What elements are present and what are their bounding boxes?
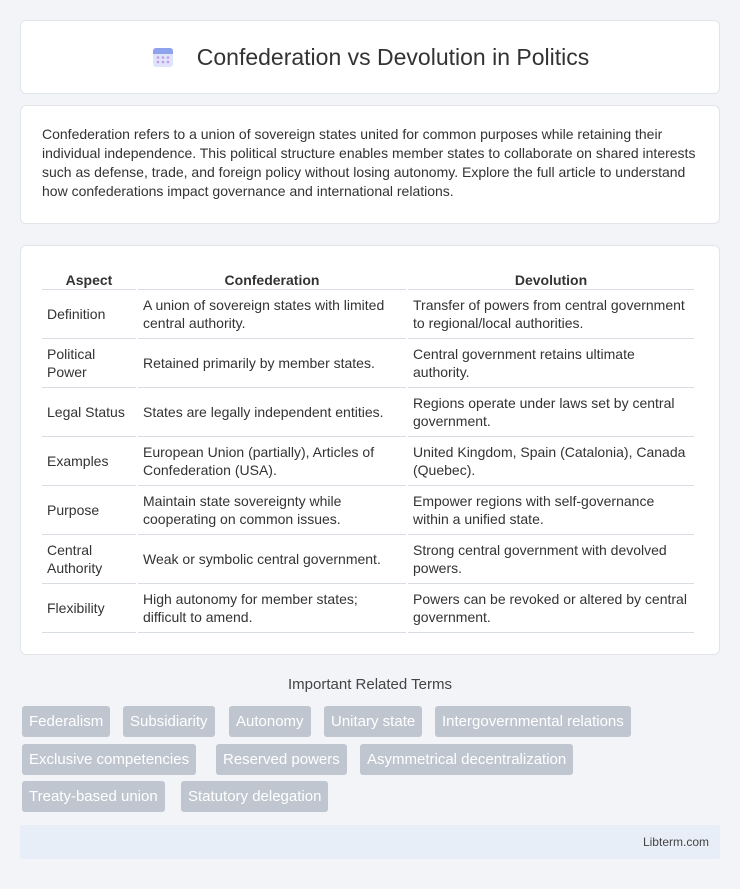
confederation-cell: States are legally independent entities. [138,388,406,437]
tag-statutory-delegation[interactable]: Statutory delegation [181,781,328,812]
tag-reserved-powers[interactable]: Reserved powers [216,744,347,775]
tag-autonomy[interactable]: Autonomy [229,706,311,737]
table-row [42,584,694,633]
tag-treaty-based-union[interactable]: Treaty-based union [22,781,165,812]
footer [20,825,720,859]
table-row [42,339,694,388]
calendar-icon [151,45,175,69]
devolution-cell: Central government retains ultimate authority. [408,339,694,388]
aspect-cell: Examples [42,437,136,486]
tag-intergovernmental-relations[interactable]: Intergovernmental relations [435,706,631,737]
tag-asymmetrical-decentralization[interactable]: Asymmetrical decentralization [360,744,573,775]
comparison-table-card [20,245,720,655]
devolution-cell: Regions operate under laws set by central government. [408,388,694,437]
confederation-cell: Retained primarily by member states. [138,339,406,388]
table-row [42,535,694,584]
related-terms-title: Important Related Terms [288,676,452,693]
header-aspect: Aspect [42,264,136,290]
tag-unitary-state[interactable]: Unitary state [324,706,422,737]
aspect-cell: Flexibility [42,584,136,633]
header-confederation: Confederation [138,264,406,290]
confederation-cell: High autonomy for member states; difficult to amend. [138,584,406,633]
description-text: Confederation refers to a union of sovereign states united for common purposes while retaining their individual independence. This political structure enables member states to collaborate on shared interests such as defense, trade, and foreign policy without losing autonomy. Explore the full article to understand how confederations impact governance and international relations. [42,126,696,199]
confederation-cell: Maintain state sovereignty while cooperating on common issues. [138,486,406,535]
comparison-table [40,264,696,633]
footer-site-link[interactable]: Libterm.com [642,835,709,849]
table-row [42,388,694,437]
header-devolution: Devolution [408,264,694,290]
confederation-cell: Weak or symbolic central government. [138,535,406,584]
table-row [42,486,694,535]
devolution-cell: Transfer of powers from central government to regional/local authorities. [408,290,694,339]
aspect-cell: Central Authority [42,535,136,584]
aspect-cell: Political Power [42,339,136,388]
tag-subsidiarity[interactable]: Subsidiarity [123,706,215,737]
confederation-cell: A union of sovereign states with limited central authority. [138,290,406,339]
devolution-cell: Empower regions with self-governance within a unified state. [408,486,694,535]
table-row [42,290,694,339]
confederation-cell: European Union (partially), Articles of Confederation (USA). [138,437,406,486]
aspect-cell: Legal Status [42,388,136,437]
devolution-cell: United Kingdom, Spain (Catalonia), Canada (Quebec). [408,437,694,486]
tag-exclusive-competencies[interactable]: Exclusive competencies [22,744,196,775]
title-card [20,20,720,94]
devolution-cell: Powers can be revoked or altered by central government. [408,584,694,633]
aspect-cell: Definition [42,290,136,339]
tag-federalism[interactable]: Federalism [22,706,110,737]
description-card [20,105,720,224]
table-row [42,437,694,486]
devolution-cell: Strong central government with devolved powers. [408,535,694,584]
aspect-cell: Purpose [42,486,136,535]
table-header-row [42,264,694,290]
page-title: Confederation vs Devolution in Politics [196,43,590,70]
